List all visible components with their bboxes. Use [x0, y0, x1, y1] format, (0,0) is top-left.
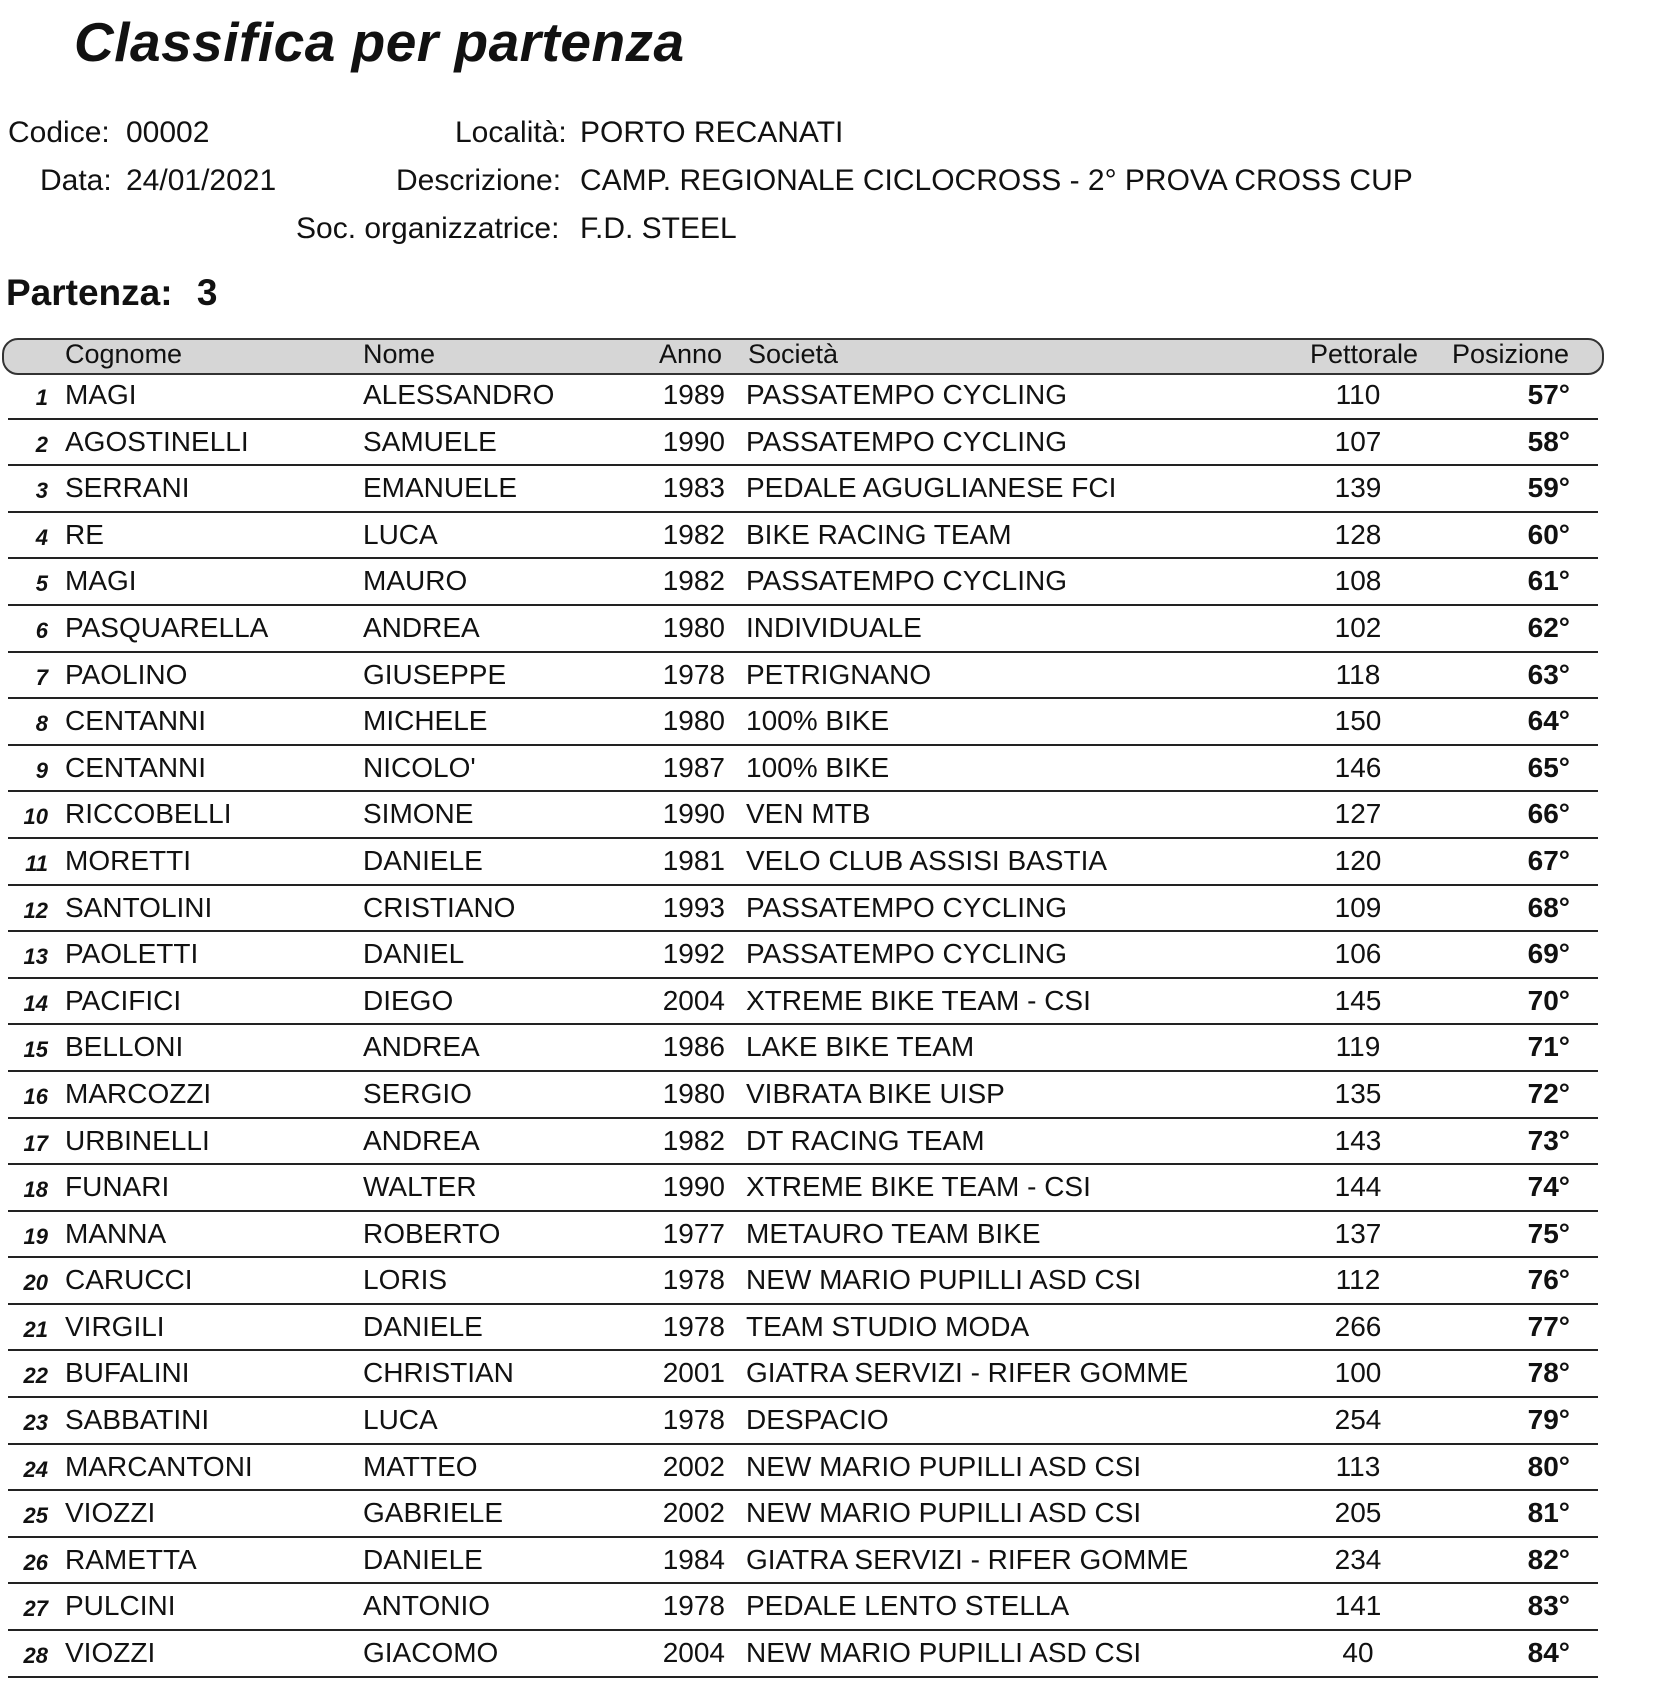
cell-pettorale: 120 [1334, 844, 1382, 876]
cell-nome: SIMONE [363, 798, 474, 830]
row-index: 27 [23, 1596, 48, 1622]
cell-anno: 1978 [662, 1264, 725, 1296]
cell-anno: 1982 [662, 1124, 725, 1156]
table-row [8, 699, 1598, 746]
cell-cognome: PAOLETTI [65, 938, 199, 970]
cell-anno: 1989 [662, 379, 725, 410]
data-value: 24/01/2021 [126, 164, 277, 197]
cell-anno: 2004 [662, 984, 725, 1016]
cell-nome: ROBERTO [363, 1217, 501, 1249]
cell-posizione: 69° [1527, 938, 1570, 970]
cell-nome: DANIELE [363, 844, 483, 876]
cell-nome: ANTONIO [363, 1590, 491, 1622]
table-row [8, 1538, 1598, 1585]
cell-societa: VELO CLUB ASSISI BASTIA [746, 844, 1108, 876]
cell-societa: PASSATEMPO CYCLING [746, 891, 1068, 923]
cell-pettorale: 234 [1334, 1543, 1382, 1575]
cell-anno: 1978 [662, 1310, 725, 1342]
cell-pettorale: 150 [1334, 705, 1382, 737]
codice-value: 00002 [126, 116, 210, 149]
col-posizione: Posizione [1452, 339, 1570, 369]
cell-cognome: MORETTI [65, 844, 191, 876]
cell-anno: 1990 [662, 1171, 725, 1203]
cell-cognome: CENTANNI [65, 705, 207, 737]
cell-cognome: MAGI [65, 379, 137, 410]
localita-value: PORTO RECANATI [580, 116, 844, 149]
cell-posizione: 75° [1527, 1217, 1570, 1249]
row-index: 9 [35, 757, 48, 783]
cell-nome: ANDREA [363, 1124, 480, 1156]
cell-societa: GIATRA SERVIZI - RIFER GOMME [746, 1357, 1189, 1389]
table-row [8, 1398, 1598, 1445]
row-index: 13 [23, 944, 48, 970]
cell-societa: PASSATEMPO CYCLING [746, 379, 1068, 410]
cell-anno: 1978 [662, 658, 725, 690]
cell-societa: DESPACIO [746, 1404, 889, 1436]
cell-societa: VIBRATA BIKE UISP [746, 1077, 1005, 1109]
cell-posizione: 70° [1527, 984, 1570, 1016]
cell-nome: LUCA [363, 1404, 438, 1436]
cell-posizione: 61° [1527, 565, 1570, 597]
cell-pettorale: 40 [1342, 1637, 1374, 1669]
cell-pettorale: 266 [1334, 1310, 1382, 1342]
cell-societa: PASSATEMPO CYCLING [746, 425, 1068, 457]
col-societa: Società [748, 339, 839, 369]
row-index: 19 [23, 1223, 48, 1249]
cell-posizione: 62° [1527, 611, 1570, 643]
table-row [8, 373, 1598, 420]
cell-anno: 1992 [662, 938, 725, 970]
cell-cognome: CARUCCI [65, 1264, 193, 1296]
descrizione-label: Descrizione: [396, 164, 562, 197]
cell-cognome: FUNARI [65, 1171, 170, 1203]
table-header [2, 338, 1604, 375]
cell-pettorale: 108 [1334, 565, 1382, 597]
cell-cognome: PULCINI [65, 1590, 176, 1622]
cell-posizione: 78° [1527, 1357, 1570, 1389]
cell-nome: MICHELE [363, 705, 488, 737]
table-row [8, 513, 1598, 560]
row-index: 20 [23, 1270, 48, 1296]
cell-posizione: 79° [1527, 1404, 1570, 1436]
cell-anno: 1977 [662, 1217, 725, 1249]
cell-cognome: SABBATINI [65, 1404, 210, 1436]
row-index: 17 [23, 1130, 48, 1156]
cell-nome: SAMUELE [363, 425, 497, 457]
cell-anno: 1978 [662, 1404, 725, 1436]
cell-pettorale: 118 [1335, 658, 1381, 690]
cell-nome: CHRISTIAN [363, 1357, 514, 1389]
cell-pettorale: 135 [1334, 1077, 1382, 1109]
table-row [8, 1119, 1598, 1166]
cell-societa: DT RACING TEAM [746, 1124, 985, 1156]
cell-anno: 1980 [662, 611, 725, 643]
table-row [8, 932, 1598, 979]
cell-cognome: VIOZZI [65, 1497, 156, 1529]
cell-nome: SERGIO [363, 1077, 472, 1109]
row-index: 6 [35, 617, 48, 643]
row-index: 25 [23, 1503, 48, 1529]
descrizione-value: CAMP. REGIONALE CICLOCROSS - 2° PROVA CROSS CUP [580, 164, 1413, 197]
row-index: 15 [23, 1037, 48, 1063]
cell-pettorale: 106 [1334, 938, 1382, 970]
cell-posizione: 71° [1527, 1031, 1570, 1063]
col-cognome: Cognome [65, 339, 183, 369]
cell-nome: GABRIELE [363, 1497, 504, 1529]
cell-posizione: 63° [1527, 658, 1570, 690]
table-row [8, 1165, 1598, 1212]
cell-pettorale: 127 [1334, 798, 1382, 830]
cell-nome: GIACOMO [363, 1637, 499, 1669]
table-row [8, 886, 1598, 933]
cell-anno: 1986 [662, 1031, 725, 1063]
cell-cognome: AGOSTINELLI [65, 425, 249, 457]
cell-nome: MATTEO [363, 1450, 478, 1482]
cell-cognome: VIOZZI [65, 1637, 156, 1669]
col-nome: Nome [363, 339, 436, 369]
page-title: Classifica per partenza [74, 11, 685, 73]
table-row [8, 1305, 1598, 1352]
cell-cognome: BUFALINI [65, 1357, 190, 1389]
cell-cognome: SERRANI [65, 472, 190, 504]
cell-cognome: PACIFICI [65, 984, 182, 1016]
cell-anno: 1987 [662, 751, 725, 783]
row-index: 4 [35, 524, 48, 550]
cell-posizione: 82° [1527, 1543, 1570, 1575]
cell-posizione: 64° [1527, 705, 1570, 737]
cell-pettorale: 145 [1334, 984, 1382, 1016]
cell-cognome: BELLONI [65, 1031, 184, 1063]
table-row [8, 1631, 1598, 1678]
cell-societa: PASSATEMPO CYCLING [746, 565, 1068, 597]
cell-posizione: 57° [1527, 379, 1570, 410]
table-row [8, 1258, 1598, 1305]
cell-societa: XTREME BIKE TEAM - CSI [746, 1171, 1091, 1203]
cell-pettorale: 109 [1334, 891, 1382, 923]
cell-anno: 2001 [662, 1357, 725, 1389]
table-row [8, 606, 1598, 653]
cell-nome: DANIEL [363, 938, 465, 970]
cell-posizione: 65° [1527, 751, 1570, 783]
partenza-label: Partenza: [6, 272, 173, 313]
cell-posizione: 58° [1527, 425, 1570, 457]
cell-nome: CRISTIANO [363, 891, 516, 923]
cell-cognome: RICCOBELLI [65, 798, 232, 830]
cell-posizione: 83° [1527, 1590, 1570, 1622]
row-index: 16 [23, 1083, 48, 1109]
table-row [8, 559, 1598, 606]
cell-posizione: 60° [1527, 518, 1570, 550]
cell-anno: 1990 [662, 425, 725, 457]
cell-cognome: CENTANNI [65, 751, 207, 783]
row-index: 5 [35, 571, 48, 597]
cell-nome: LORIS [363, 1264, 448, 1296]
row-index: 26 [23, 1549, 48, 1575]
cell-pettorale: 143 [1334, 1124, 1382, 1156]
table-row [8, 979, 1598, 1026]
cell-societa: 100% BIKE [746, 751, 890, 783]
table-row [8, 653, 1598, 700]
cell-posizione: 76° [1527, 1264, 1570, 1296]
table-row [8, 1445, 1598, 1492]
cell-societa: NEW MARIO PUPILLI ASD CSI [746, 1497, 1142, 1529]
table-row [8, 746, 1598, 793]
cell-societa: NEW MARIO PUPILLI ASD CSI [746, 1264, 1142, 1296]
cell-societa: PETRIGNANO [746, 658, 932, 690]
cell-societa: VEN MTB [746, 798, 871, 830]
row-index: 3 [35, 478, 48, 504]
table-row [8, 1212, 1598, 1259]
table-row [8, 1351, 1598, 1398]
table-row [8, 1072, 1598, 1119]
soc-label: Soc. organizzatrice: [296, 212, 560, 245]
cell-anno: 1982 [662, 518, 725, 550]
table-row [8, 839, 1598, 886]
cell-societa: GIATRA SERVIZI - RIFER GOMME [746, 1543, 1189, 1575]
cell-pettorale: 254 [1334, 1404, 1382, 1436]
cell-posizione: 72° [1527, 1077, 1570, 1109]
cell-posizione: 84° [1527, 1637, 1570, 1669]
cell-anno: 1980 [662, 705, 725, 737]
cell-cognome: MARCANTONI [65, 1450, 253, 1482]
partenza-value: 3 [196, 272, 218, 313]
cell-posizione: 77° [1527, 1310, 1570, 1342]
cell-societa: NEW MARIO PUPILLI ASD CSI [746, 1450, 1142, 1482]
row-index: 10 [23, 804, 48, 830]
cell-nome: MAURO [363, 565, 468, 597]
row-index: 7 [35, 664, 48, 690]
cell-pettorale: 205 [1334, 1497, 1382, 1529]
row-index: 8 [35, 711, 48, 737]
cell-cognome: URBINELLI [65, 1124, 210, 1156]
cell-societa: PASSATEMPO CYCLING [746, 938, 1068, 970]
cell-pettorale: 119 [1335, 1031, 1381, 1063]
cell-nome: DIEGO [363, 984, 454, 1016]
cell-pettorale: 141 [1334, 1590, 1382, 1622]
row-index: 21 [23, 1316, 48, 1342]
row-index: 12 [23, 897, 48, 923]
cell-anno: 1982 [662, 565, 725, 597]
cell-anno: 1978 [662, 1590, 725, 1622]
cell-pettorale: 137 [1334, 1217, 1382, 1249]
row-index: 22 [23, 1363, 48, 1389]
cell-societa: XTREME BIKE TEAM - CSI [746, 984, 1091, 1016]
cell-societa: TEAM STUDIO MODA [746, 1310, 1030, 1342]
row-index: 18 [23, 1177, 48, 1203]
cell-anno: 1993 [662, 891, 725, 923]
cell-cognome: MAGI [65, 565, 137, 597]
cell-anno: 2002 [662, 1450, 725, 1482]
cell-posizione: 73° [1527, 1124, 1570, 1156]
cell-pettorale: 113 [1335, 1450, 1381, 1482]
cell-pettorale: 110 [1335, 379, 1381, 410]
cell-pettorale: 112 [1335, 1264, 1381, 1296]
cell-nome: DANIELE [363, 1543, 483, 1575]
cell-pettorale: 144 [1334, 1171, 1382, 1203]
cell-posizione: 59° [1527, 472, 1570, 504]
row-index: 14 [23, 990, 48, 1016]
cell-cognome: SANTOLINI [65, 891, 213, 923]
cell-posizione: 68° [1527, 891, 1570, 923]
table-row [8, 1025, 1598, 1072]
cell-cognome: VIRGILI [65, 1310, 165, 1342]
data-label: Data: [40, 164, 112, 197]
cell-cognome: RE [65, 518, 104, 550]
cell-anno: 1990 [662, 798, 725, 830]
cell-posizione: 81° [1527, 1497, 1570, 1529]
cell-pettorale: 128 [1334, 518, 1382, 550]
cell-posizione: 67° [1527, 844, 1570, 876]
cell-pettorale: 107 [1334, 425, 1382, 457]
cell-cognome: PAOLINO [65, 658, 188, 690]
row-index: 1 [35, 385, 48, 410]
cell-anno: 1981 [662, 844, 725, 876]
soc-value: F.D. STEEL [580, 212, 737, 245]
partenza-heading [6, 272, 217, 314]
table-row [8, 1491, 1598, 1538]
cell-societa: PEDALE AGUGLIANESE FCI [746, 472, 1117, 504]
cell-posizione: 80° [1527, 1450, 1570, 1482]
cell-societa: PEDALE LENTO STELLA [746, 1590, 1070, 1622]
cell-societa: 100% BIKE [746, 705, 890, 737]
cell-nome: LUCA [363, 518, 438, 550]
cell-nome: ANDREA [363, 611, 480, 643]
table-row [8, 420, 1598, 467]
cell-pettorale: 102 [1334, 611, 1382, 643]
cell-societa: NEW MARIO PUPILLI ASD CSI [746, 1637, 1142, 1669]
localita-label: Località: [455, 116, 567, 149]
row-index: 11 [25, 850, 48, 876]
table-row [8, 466, 1598, 513]
row-index: 2 [35, 431, 48, 457]
cell-cognome: MARCOZZI [65, 1077, 212, 1109]
cell-nome: ANDREA [363, 1031, 480, 1063]
cell-anno: 1984 [662, 1543, 725, 1575]
codice-label: Codice: [8, 116, 110, 149]
cell-cognome: MANNA [65, 1217, 167, 1249]
cell-nome: EMANUELE [363, 472, 518, 504]
results-table [0, 373, 1600, 1678]
cell-societa: INDIVIDUALE [746, 611, 922, 643]
cell-nome: ALESSANDRO [363, 379, 555, 410]
cell-pettorale: 139 [1334, 472, 1382, 504]
row-index: 23 [23, 1410, 48, 1436]
table-row [8, 792, 1598, 839]
cell-nome: NICOLO' [363, 751, 476, 783]
cell-anno: 2002 [662, 1497, 725, 1529]
cell-anno: 1980 [662, 1077, 725, 1109]
cell-cognome: PASQUARELLA [65, 611, 269, 643]
cell-anno: 1983 [662, 472, 725, 504]
cell-posizione: 66° [1527, 798, 1570, 830]
cell-cognome: RAMETTA [65, 1543, 197, 1575]
row-index: 28 [23, 1643, 48, 1669]
cell-societa: BIKE RACING TEAM [746, 518, 1012, 550]
cell-posizione: 74° [1527, 1171, 1570, 1203]
row-index: 24 [23, 1456, 48, 1482]
cell-nome: GIUSEPPE [363, 658, 507, 690]
col-pettorale: Pettorale [1310, 339, 1419, 369]
cell-societa: METAURO TEAM BIKE [746, 1217, 1041, 1249]
cell-societa: LAKE BIKE TEAM [746, 1031, 975, 1063]
cell-pettorale: 146 [1334, 751, 1382, 783]
col-anno: Anno [659, 339, 723, 369]
cell-nome: WALTER [363, 1171, 477, 1203]
cell-pettorale: 100 [1334, 1357, 1382, 1389]
cell-nome: DANIELE [363, 1310, 483, 1342]
cell-anno: 2004 [662, 1637, 725, 1669]
table-row [8, 1584, 1598, 1631]
